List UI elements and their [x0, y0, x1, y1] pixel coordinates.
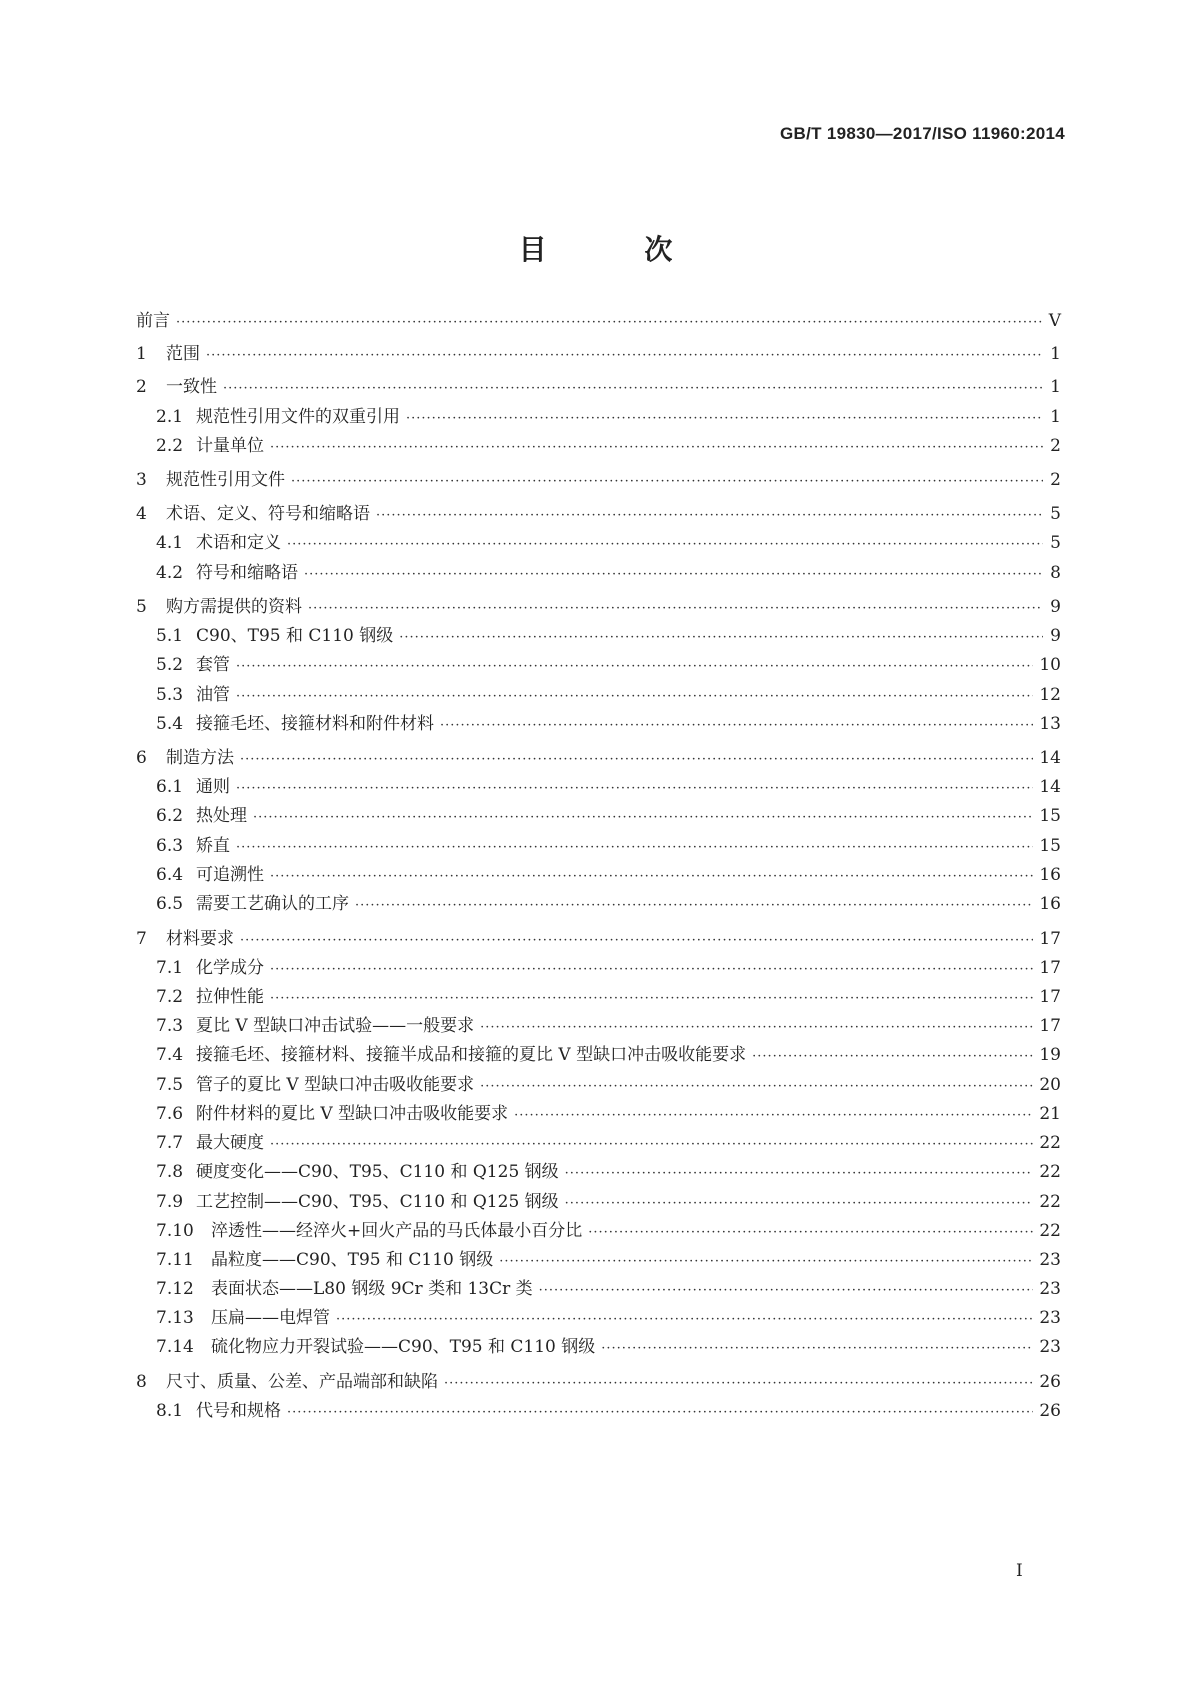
- toc-entry-number: 7.11: [156, 1250, 194, 1270]
- dot-leader: [355, 895, 1033, 917]
- toc-entry-page: V: [1048, 311, 1061, 331]
- dot-leader: [376, 505, 1043, 527]
- toc-entry[interactable]: [136, 625, 1061, 647]
- standard-number: GB/T 19830—2017/ISO 11960:2014: [780, 124, 1065, 143]
- dot-leader: [287, 1402, 1033, 1424]
- toc-entry-number: 7.8: [156, 1162, 184, 1182]
- toc-entry-page: 14: [1039, 777, 1061, 797]
- toc-entry[interactable]: [136, 1278, 1061, 1300]
- toc-entry-number: 3: [136, 470, 147, 490]
- toc-entry-number: 4.1: [156, 533, 184, 553]
- toc-entry[interactable]: [136, 835, 1061, 857]
- toc-entry-number: 4.2: [156, 563, 184, 583]
- toc-entry[interactable]: [136, 1249, 1061, 1271]
- toc-entry-title: 化学成分: [196, 958, 264, 978]
- dot-leader: [270, 437, 1043, 459]
- dot-leader: [176, 312, 1043, 334]
- toc-entry[interactable]: [136, 805, 1061, 827]
- toc-entry-page: 23: [1039, 1308, 1061, 1328]
- toc-entry-page: 26: [1039, 1401, 1061, 1421]
- toc-entry-page: 15: [1039, 806, 1061, 826]
- toc-entry-number: 4: [136, 504, 147, 524]
- toc-entry-title: 淬透性——经淬火+回火产品的马氏体最小百分比: [211, 1221, 583, 1241]
- toc-entry-title: 最大硬度: [196, 1133, 264, 1153]
- dot-leader: [223, 378, 1043, 400]
- toc-entry-title: 术语和定义: [196, 533, 281, 553]
- toc-entry-number: 7.4: [156, 1045, 184, 1065]
- toc-entry-number: 7.10: [156, 1221, 194, 1241]
- toc-entry-number: 5.1: [156, 626, 184, 646]
- toc-entry[interactable]: [136, 893, 1061, 915]
- toc-entry-title: 前言: [136, 311, 170, 331]
- toc-entry-page: 5: [1050, 504, 1061, 524]
- dot-leader: [440, 715, 1033, 737]
- toc-entry[interactable]: [136, 596, 1061, 618]
- toc-entry-page: 15: [1039, 836, 1061, 856]
- toc-entry-number: 7.1: [156, 958, 184, 978]
- toc-entry-page: 23: [1039, 1279, 1061, 1299]
- toc-entry-number: 8: [136, 1372, 147, 1392]
- toc-entry-page: 17: [1039, 1016, 1061, 1036]
- toc-entry[interactable]: [136, 654, 1061, 676]
- dot-leader: [270, 1134, 1033, 1156]
- toc-entry-title: 一致性: [166, 377, 217, 397]
- toc-entry[interactable]: [136, 1400, 1061, 1422]
- toc-entry-number: 7.2: [156, 987, 184, 1007]
- toc-entry-title: 尺寸、质量、公差、产品端部和缺陷: [166, 1372, 438, 1392]
- toc-entry-page: 22: [1039, 1133, 1061, 1153]
- toc-entry-page: 1: [1050, 377, 1061, 397]
- dot-leader: [399, 627, 1043, 649]
- toc-entry-page: 17: [1039, 987, 1061, 1007]
- toc-entry-title: 附件材料的夏比 V 型缺口冲击吸收能要求: [196, 1104, 509, 1124]
- toc-entry-number: 6.5: [156, 894, 184, 914]
- toc-entry[interactable]: [136, 713, 1061, 735]
- toc-entry-title: 范围: [166, 344, 200, 364]
- toc-entry[interactable]: [136, 1132, 1061, 1154]
- dot-leader: [206, 345, 1043, 367]
- toc-entry[interactable]: [136, 562, 1061, 584]
- toc-entry-number: 7.6: [156, 1104, 184, 1124]
- toc-entry-title: 压扁——电焊管: [211, 1308, 330, 1328]
- toc-entry-page: 26: [1039, 1372, 1061, 1392]
- toc-entry-page: 9: [1050, 597, 1061, 617]
- toc-entry[interactable]: [136, 376, 1061, 398]
- toc-entry-title: 术语、定义、符号和缩略语: [166, 504, 370, 524]
- toc-entry[interactable]: [136, 435, 1061, 457]
- dot-leader: [304, 564, 1043, 586]
- toc-entry-page: 16: [1039, 894, 1061, 914]
- toc-entry-page: 1: [1050, 344, 1061, 364]
- toc-entry-number: 5.2: [156, 655, 184, 675]
- toc-entry-page: 23: [1039, 1337, 1061, 1357]
- dot-leader: [240, 930, 1033, 952]
- toc-entry-page: 2: [1050, 436, 1061, 456]
- toc-entry-title: 管子的夏比 V 型缺口冲击吸收能要求: [196, 1075, 475, 1095]
- toc-entry-number: 1: [136, 344, 147, 364]
- dot-leader: [287, 534, 1043, 556]
- dot-leader: [308, 598, 1043, 620]
- toc-entry-number: 7: [136, 929, 147, 949]
- toc-entry[interactable]: [136, 957, 1061, 979]
- dot-leader: [236, 656, 1033, 678]
- toc-entry-title: 工艺控制——C90、T95、C110 和 Q125 钢级: [196, 1192, 559, 1212]
- dot-leader: [565, 1163, 1034, 1185]
- toc-entry-title: 热处理: [196, 806, 247, 826]
- toc-entry-number: 8.1: [156, 1401, 184, 1421]
- toc-entry[interactable]: [136, 469, 1061, 491]
- toc-entry[interactable]: [136, 1307, 1061, 1329]
- dot-leader: [514, 1105, 1033, 1127]
- toc-entry-title: 晶粒度——C90、T95 和 C110 钢级: [211, 1250, 494, 1270]
- toc-entry-title: 代号和规格: [196, 1401, 281, 1421]
- toc-entry-page: 22: [1039, 1221, 1061, 1241]
- page-number: I: [1016, 1561, 1023, 1581]
- toc-entry[interactable]: [136, 503, 1061, 525]
- toc-entry[interactable]: [136, 928, 1061, 950]
- toc-entry-number: 6: [136, 748, 147, 768]
- toc-entry[interactable]: [136, 532, 1061, 554]
- toc-entry-page: 2: [1050, 470, 1061, 490]
- toc-entry-page: 23: [1039, 1250, 1061, 1270]
- dot-leader: [601, 1338, 1033, 1360]
- dot-leader: [240, 749, 1033, 771]
- toc-entry-number: 7.9: [156, 1192, 184, 1212]
- toc-entry-number: 5.3: [156, 685, 184, 705]
- toc-entry-page: 20: [1039, 1075, 1061, 1095]
- toc-entry-title: 规范性引用文件的双重引用: [196, 407, 400, 427]
- toc-entry[interactable]: [136, 1191, 1061, 1213]
- toc-entry-title: 夏比 V 型缺口冲击试验——一般要求: [196, 1016, 475, 1036]
- toc-entry-title: 需要工艺确认的工序: [196, 894, 349, 914]
- toc-entry-number: 7.13: [156, 1308, 194, 1328]
- toc-entry-title: 可追溯性: [196, 865, 264, 885]
- dot-leader: [236, 837, 1033, 859]
- toc-entry-number: 7.14: [156, 1337, 194, 1357]
- toc-entry-page: 16: [1039, 865, 1061, 885]
- toc-entry-number: 7.5: [156, 1075, 184, 1095]
- toc-entry[interactable]: [136, 1074, 1061, 1096]
- toc-entry-number: 6.2: [156, 806, 184, 826]
- dot-leader: [270, 866, 1033, 888]
- toc-entry-number: 6.4: [156, 865, 184, 885]
- toc-entry-title: 油管: [196, 685, 230, 705]
- dot-leader: [236, 686, 1033, 708]
- dot-leader: [480, 1076, 1033, 1098]
- toc-entry-title: 套管: [196, 655, 230, 675]
- dot-leader: [253, 807, 1033, 829]
- toc-entry-page: 17: [1039, 929, 1061, 949]
- dot-leader: [565, 1193, 1034, 1215]
- toc-entry[interactable]: [136, 1044, 1061, 1066]
- toc-entry-page: 8: [1050, 563, 1061, 583]
- toc-entry-page: 19: [1039, 1045, 1061, 1065]
- toc-entry-page: 21: [1039, 1104, 1061, 1124]
- toc-entry[interactable]: [136, 1103, 1061, 1125]
- toc-entry-title: 通则: [196, 777, 230, 797]
- toc-entry-number: 2.2: [156, 436, 184, 456]
- toc-entry[interactable]: [136, 310, 1061, 332]
- toc-entry[interactable]: [136, 747, 1061, 769]
- dot-leader: [499, 1251, 1033, 1273]
- page-title: 目 次: [518, 233, 717, 266]
- toc-entry-number: 2: [136, 377, 147, 397]
- toc-entry-title: C90、T95 和 C110 钢级: [196, 626, 394, 646]
- toc-entry[interactable]: [136, 406, 1061, 428]
- toc-entry-page: 10: [1039, 655, 1061, 675]
- toc-entry[interactable]: [136, 864, 1061, 886]
- toc-entry-title: 符号和缩略语: [196, 563, 298, 583]
- dot-leader: [480, 1017, 1033, 1039]
- toc-entry-title: 硫化物应力开裂试验——C90、T95 和 C110 钢级: [211, 1337, 596, 1357]
- toc-entry-number: 5.4: [156, 714, 184, 734]
- toc-entry-title: 硬度变化——C90、T95、C110 和 Q125 钢级: [196, 1162, 559, 1182]
- dot-leader: [236, 778, 1033, 800]
- toc-entry-number: 7.3: [156, 1016, 184, 1036]
- toc-entry[interactable]: [136, 1336, 1061, 1358]
- dot-leader: [539, 1280, 1034, 1302]
- toc-entry-page: 9: [1050, 626, 1061, 646]
- toc-entry-page: 14: [1039, 748, 1061, 768]
- dot-leader: [444, 1373, 1033, 1395]
- toc-entry[interactable]: [136, 1371, 1061, 1393]
- dot-leader: [588, 1222, 1033, 1244]
- toc-entry-title: 计量单位: [196, 436, 264, 456]
- toc-entry-page: 5: [1050, 533, 1061, 553]
- dot-leader: [270, 988, 1033, 1010]
- toc-entry-title: 规范性引用文件: [166, 470, 285, 490]
- toc-entry-title: 接箍毛坯、接箍材料、接箍半成品和接箍的夏比 V 型缺口冲击吸收能要求: [196, 1045, 747, 1065]
- toc-entry-number: 5: [136, 597, 147, 617]
- toc-entry-number: 6.1: [156, 777, 184, 797]
- toc-entry-title: 制造方法: [166, 748, 234, 768]
- toc-entry-title: 接箍毛坯、接箍材料和附件材料: [196, 714, 434, 734]
- toc-entry-page: 22: [1039, 1162, 1061, 1182]
- dot-leader: [406, 408, 1043, 430]
- dot-leader: [270, 959, 1033, 981]
- toc-entry-page: 12: [1039, 685, 1061, 705]
- toc-entry-number: 6.3: [156, 836, 184, 856]
- toc-entry[interactable]: [136, 1161, 1061, 1183]
- toc-entry-page: 17: [1039, 958, 1061, 978]
- toc-entry[interactable]: [136, 776, 1061, 798]
- dot-leader: [291, 471, 1043, 493]
- dot-leader: [752, 1046, 1033, 1068]
- toc-entry-number: 7.7: [156, 1133, 184, 1153]
- toc-entry[interactable]: [136, 1220, 1061, 1242]
- toc-entry[interactable]: [136, 684, 1061, 706]
- toc-entry-title: 材料要求: [166, 929, 234, 949]
- toc-entry-title: 购方需提供的资料: [166, 597, 302, 617]
- toc-entry-number: 7.12: [156, 1279, 194, 1299]
- toc-entry-title: 表面状态——L80 钢级 9Cr 类和 13Cr 类: [211, 1279, 533, 1299]
- toc-entry-title: 矫直: [196, 836, 230, 856]
- toc-entry[interactable]: [136, 1015, 1061, 1037]
- toc-entry-page: 1: [1050, 407, 1061, 427]
- toc-entry-title: 拉伸性能: [196, 987, 264, 1007]
- toc-entry-page: 22: [1039, 1192, 1061, 1212]
- toc-entry[interactable]: [136, 986, 1061, 1008]
- toc-entry-page: 13: [1039, 714, 1061, 734]
- toc-entry-number: 2.1: [156, 407, 184, 427]
- toc-entry[interactable]: [136, 343, 1061, 365]
- dot-leader: [336, 1309, 1033, 1331]
